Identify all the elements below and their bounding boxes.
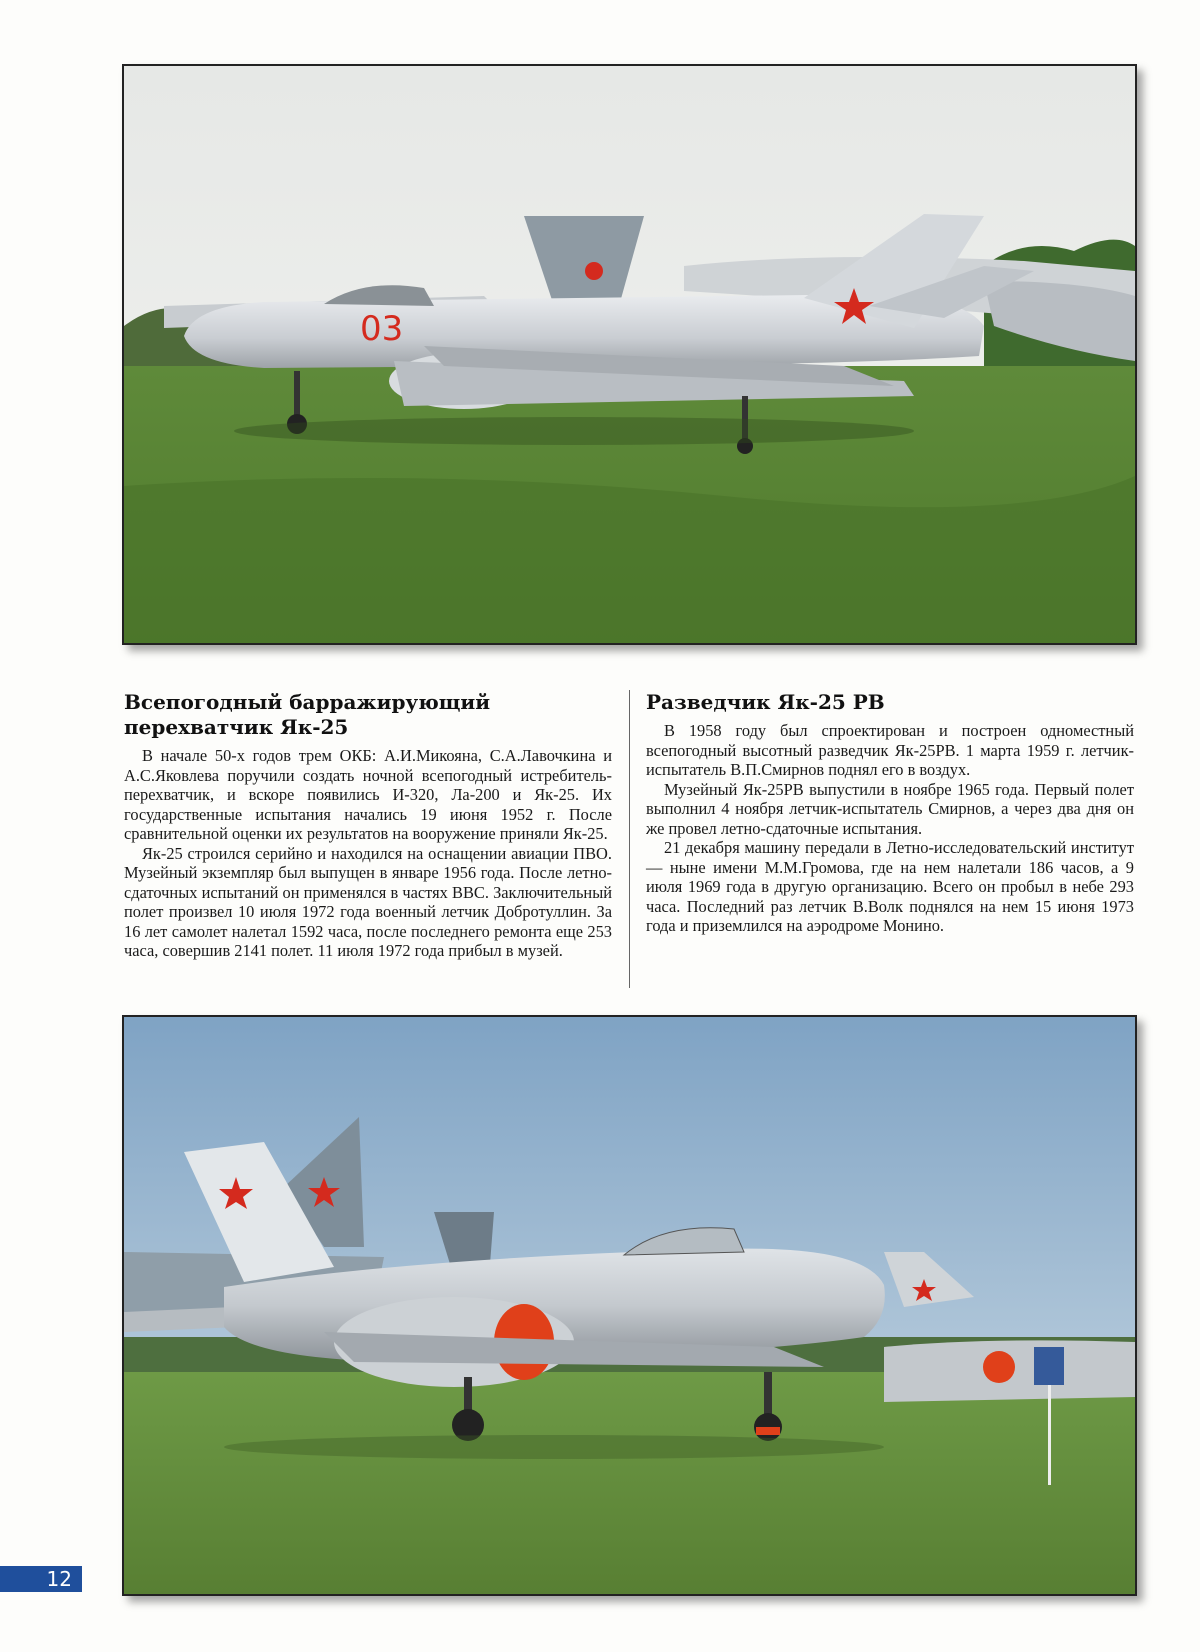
article-yak25 (124, 690, 612, 961)
photo-yak25-interceptor-image (124, 66, 1135, 643)
page-number: 12 (0, 1566, 82, 1592)
photo-yak25rv-image (124, 1017, 1135, 1594)
article-yak25-paragraph: В начале 50-х годов трем ОКБ: А.И.Микояна, С.А.Лавочкина и А.С.Яковлева поручили создать ночной всепогодный истребитель-перехватчик, и вскоре появились И-320, Ла-200 и Як-25. Их государственные испытания начались 19 июня 1952 г. После сравнительной оценки их результатов на вооружение приняли Як-25. (124, 746, 612, 843)
article-yak25rv-heading: Разведчик Як-25 РВ (646, 690, 885, 714)
article-yak25rv-paragraph: Музейный Як-25РВ выпустили в ноябре 1965 года. Первый полет выполнил 4 ноября летчик-испытатель Смирнов, а через два дня он же провел летно-сдаточные испытания. (646, 779, 1134, 838)
article-yak25rv-paragraph: 21 декабря машину передали в Летно-исследовательский институт — ныне имени М.М.Громова, где на нем налетали 186 часов, а 9 июля 1969 года в другую организацию. Всего он пробыл в небе 293 часа. Последний раз летчик В.Волк поднялся на нем 15 июня 1973 года и приземлился на аэродроме Монино. (646, 838, 1134, 935)
star-icon (585, 262, 603, 280)
photo-yak25-interceptor (122, 64, 1137, 645)
photo-yak25rv (122, 1015, 1137, 1596)
article-yak25-paragraph: Як-25 строился серийно и находился на оснащении авиации ПВО. Музейный экземпляр был выпущен в январе 1956 года. После летно-сдаточных испытаний он применялся в частях ВВС. Заключительный полет произвел 10 июля 1972 года военный летчик Добротуллин. За 16 лет самолет налетал 1592 часа, после последнего ремонта еще 253 часа, совершив 2141 полет. 11 июля 1972 года прибыл в музей. (124, 843, 612, 960)
aircraft-number-marking: 03 (360, 309, 404, 349)
column-divider (629, 690, 630, 988)
article-yak25-heading: Всепогодный барражирующий перехватчик Як-25 (124, 690, 491, 739)
article-yak25rv (646, 690, 1134, 936)
article-yak25rv-paragraph: В 1958 году был спроектирован и построен одноместный всепогодный высотный разведчик Як-25РВ. 1 марта 1959 г. летчик-испытатель В.П.Смирнов поднял его в воздух. (646, 721, 1134, 779)
